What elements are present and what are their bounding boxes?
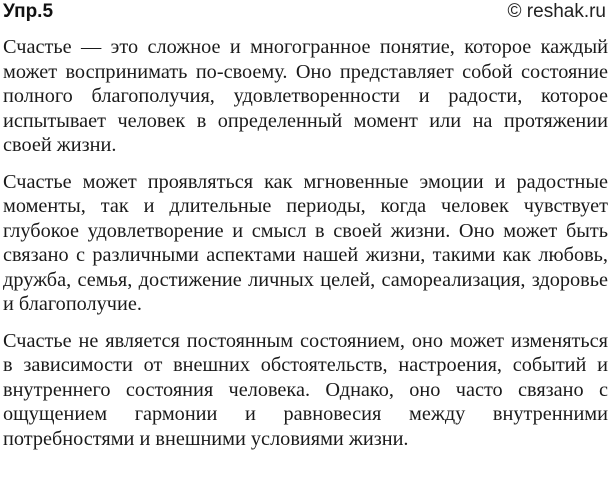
paragraph-2: Счастье может проявляться как мгновенные эмоции и радостные моменты, так и длительные периоды, когда человек чувствует глубокое удовлетворение и смысл в своей жизни. Оно может быть связано с различными аспектами нашей жизни, такими как любовь, дружба, семья, достижение личных целей, самореализация, здоровье и благополучие.	[3, 170, 608, 315]
page-header	[3, 0, 608, 30]
document-body	[3, 35, 608, 451]
source-watermark: © reshak.ru	[507, 1, 606, 22]
paragraph-3: Счастье не является постоянным состоянием, оно может изменяться в зависимости от внешних обстоятельств, настроения, событий и внутреннего состояния человека. Однако, оно часто связано с ощущением гармонии и равновесия между внутренними потребностями и внешними условиями жизни.	[3, 329, 608, 450]
paragraph-1: Счастье — это сложное и многогранное понятие, которое каждый может воспринимать по-своему. Оно представляет собой состояние полного благополучия, удовлетворенности и радости, которое испытывает человек в определенный момент или на протяжении своей жизни.	[3, 36, 608, 156]
exercise-title: Упр.5	[3, 1, 54, 22]
